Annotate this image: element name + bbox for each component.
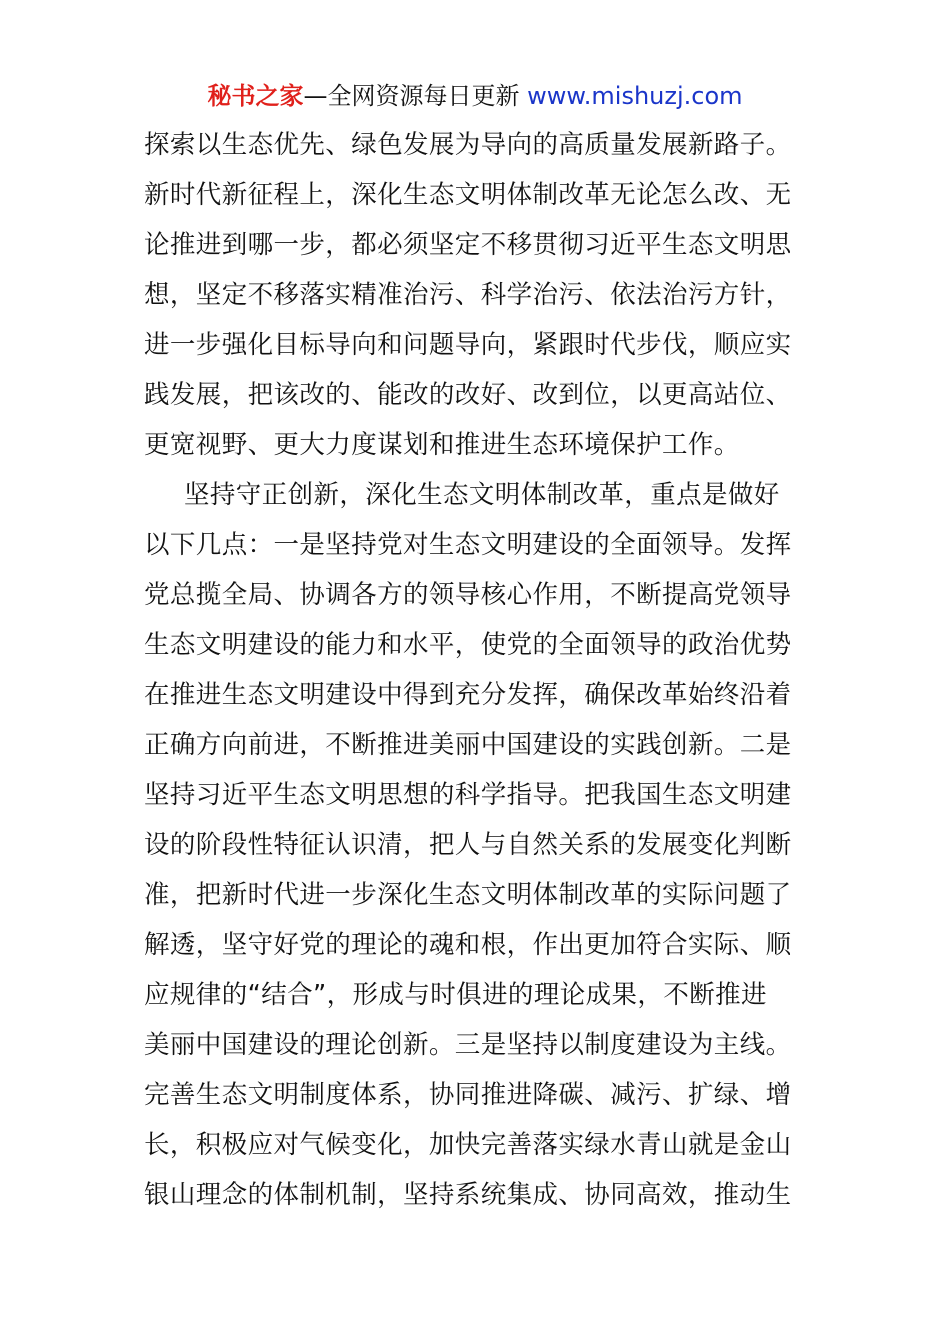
text-line: 设的阶段性特征认识清，把人与自然关系的发展变化判断 [144,830,792,860]
paragraph-first-line: 坚持守正创新，深化生态文明体制改革，重点是做好 [184,480,780,510]
text-line: 生态文明建设的能力和水平，使党的全面领导的政治优势 [144,630,792,660]
text-line: 更宽视野、更大力度谋划和推进生态环境保护工作。 [144,430,740,460]
text-line: 长，积极应对气候变化，加快完善落实绿水青山就是金山 [144,1130,792,1160]
text-line: 党总揽全局、协调各方的领导核心作用，不断提高党领导 [144,580,792,610]
text-line: 银山理念的体制机制，坚持系统集成、协同高效，推动生 [144,1180,792,1210]
text-line: 坚持习近平生态文明思想的科学指导。把我国生态文明建 [144,780,792,810]
text-line: 正确方向前进，不断推进美丽中国建设的实践创新。二是 [144,730,792,760]
text-line: 美丽中国建设的理论创新。三是坚持以制度建设为主线。 [144,1030,792,1060]
text-line: 进一步强化目标导向和问题导向，紧跟时代步伐，顺应实 [144,330,792,360]
text-line: 践发展，把该改的、能改的改好、改到位，以更高站位、 [144,380,792,410]
text-line: 解透，坚守好党的理论的魂和根，作出更加符合实际、顺 [144,930,792,960]
text-line: 想，坚定不移落实精准治污、科学治污、依法治污方针， [144,280,792,310]
text-line: 新时代新征程上，深化生态文明体制改革无论怎么改、无 [144,180,792,210]
text-line: 在推进生态文明建设中得到充分发挥，确保改革始终沿着 [144,680,792,710]
text-line: 探索以生态优先、绿色发展为导向的高质量发展新路子。 [144,130,792,160]
text-line: 应规律的“结合”，形成与时俱进的理论成果，不断推进 [144,980,767,1010]
text-line: 准，把新时代进一步深化生态文明体制改革的实际问题了 [144,880,792,910]
header-tagline: —全网资源每日更新 [303,82,528,110]
header-url-link[interactable]: www.mishuzj.com [527,82,743,110]
page-header [0,80,950,112]
text-line: 完善生态文明制度体系，协同推进降碳、减污、扩绿、增 [144,1080,792,1110]
document-body [144,120,810,1220]
text-line: 以下几点：一是坚持党对生态文明建设的全面领导。发挥 [144,530,792,560]
header-brand: 秘书之家 [207,82,304,110]
text-line: 论推进到哪一步，都必须坚定不移贯彻习近平生态文明思 [144,230,792,260]
